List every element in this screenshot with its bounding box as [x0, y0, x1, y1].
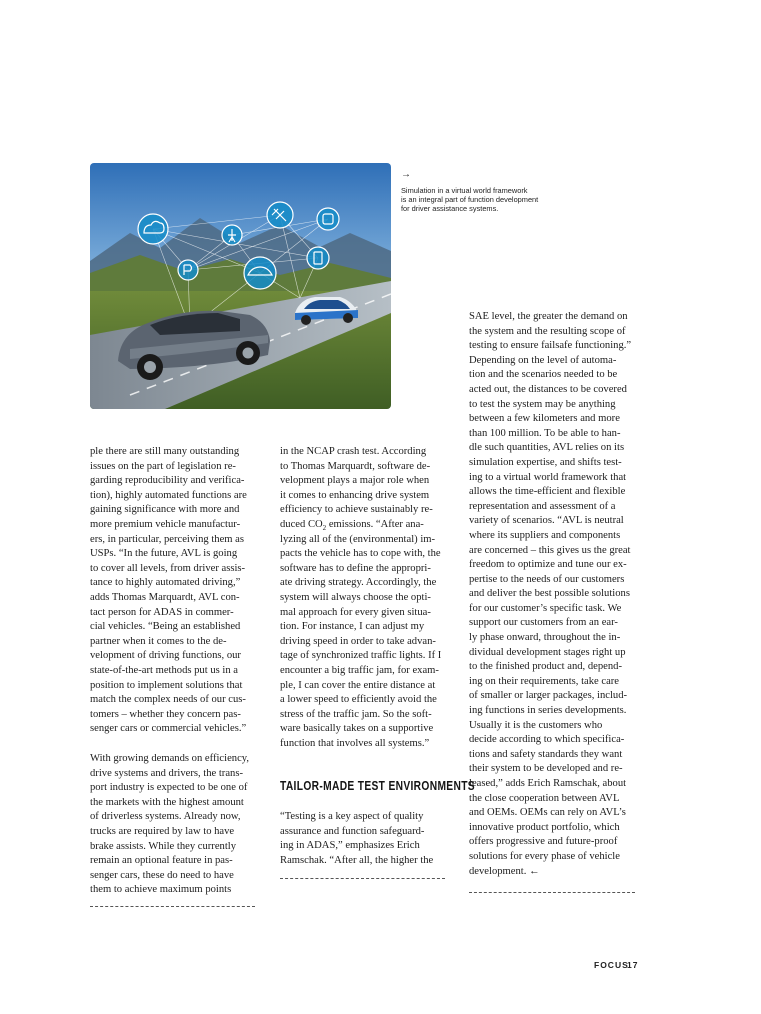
middle-column-end-rule	[280, 878, 445, 880]
left-paragraph-2: With growing demands on efficiency, drive systems and drivers, the trans- port industry is expected to be one of the markets with the highest amount of driverless systems. Already now, trucks are required by law to have brake assists. While they currently remain an optional feature in pas- senger cars, these do need to have them to achieve maximum points	[90, 753, 250, 896]
page-number: 17	[627, 960, 639, 970]
middle-paragraph-2: “Testing is a key aspect of quality assurance and function safeguard- ing in ADAS,” emphasizes Erich Ramschak. “After all, the higher the	[280, 811, 434, 866]
right-column-end-rule	[469, 892, 635, 894]
caption-arrow: →	[401, 169, 411, 180]
illustration	[90, 163, 391, 409]
middle-paragraph-1-after: emissions. “After ana- lyzing all of the (environmental) im- pacts the vehicle has to cope with, the software has to define the appropri- ate driving strategy. Accordingly, the system will always choose the opti- mal approach for every given situa- tion. For instance, I can adjust my driving speed in order to take advan- tage of synchronized traffic lights. If I encounter a big traffic jam, for exam- ple, I can cover the entire distance at a lower speed to efficiently avoid the stress of the traffic jam. So the soft- ware basically takes on a supportive function that involves all systems.”	[280, 518, 442, 749]
right-paragraph-1	[469, 310, 635, 879]
middle-paragraph-1	[280, 445, 445, 751]
section-heading: TAILOR-MADE TEST ENVIRONMENTS	[280, 779, 475, 793]
co2-subscript: 2	[322, 524, 327, 533]
footer-section-label: FOCUS	[594, 960, 629, 970]
end-of-article-arrow: ←	[529, 865, 540, 877]
right-paragraph-1-text: SAE level, the greater the demand on the system and the resulting scope of testing to ensure failsafe functioning.” Depending on the level of automa- tion and the scenarios needed to be acted out, the distances to be covered to test the system may be anything between a few kilometers and more than 100 million. To be able to han- dle such quantities, AVL relies on its simulation expertise, and shifts test- ing to a virtual world framework that allows the time-efficient and flexible representation and assessment of a variety of scenarios. “AVL is neutral where its suppliers and components are concerned – this gives us the great freedom to optimize and tune our ex- pertise to the needs of our customers and deliver the best possible solutions for our customer’s specific task. We support our customers from an ear- ly phase onward, throughout the in- dividual development stages right up to the finished product and, depend- ing on their requirements, take care of smaller or larger packages, includ- ing functions in series developments. Usually it is the customers who decide according to which specifica- tions and safety standards they want their system to be developed and re- leased,” adds Erich Ramschak, about the close cooperation between AVL and OEMs. OEMs can rely on AVL’s innovative product portfolio, which offers progressive and future-proof solutions for every phase of vehicle development.	[469, 311, 632, 877]
left-paragraph-1: ple there are still many outstanding issues on the part of legislation re- garding reproducibility and verifica- tion), highly automated functions are gaining significance with more and more premium vehicle manufactur- ers, in particular, perceiving them as USPs. “In the future, AVL is going to cover all levels, from driver assis- tance to highly automated driving,” adds Thomas Marquardt, AVL con- tact person for ADAS in commer- cial vehicles. “Being an established partner when it comes to the de- velopment of driving functions, our state-of-the-art methods put us in a position to implement solutions that match the complex needs of our cus- tomers – whether they concern pas- senger cars or commercial vehicles.”	[90, 446, 247, 735]
figure-caption: Simulation in a virtual world framework is an integral part of function development for driver assistance systems.	[401, 186, 539, 214]
left-column-end-rule	[90, 906, 255, 908]
middle-paragraph-1-before: in the NCAP crash test. According to Thomas Marquardt, software de- velopment plays a major role when it comes to enhancing drive system efficiency to achieve sustainably re- duced CO	[280, 446, 433, 530]
